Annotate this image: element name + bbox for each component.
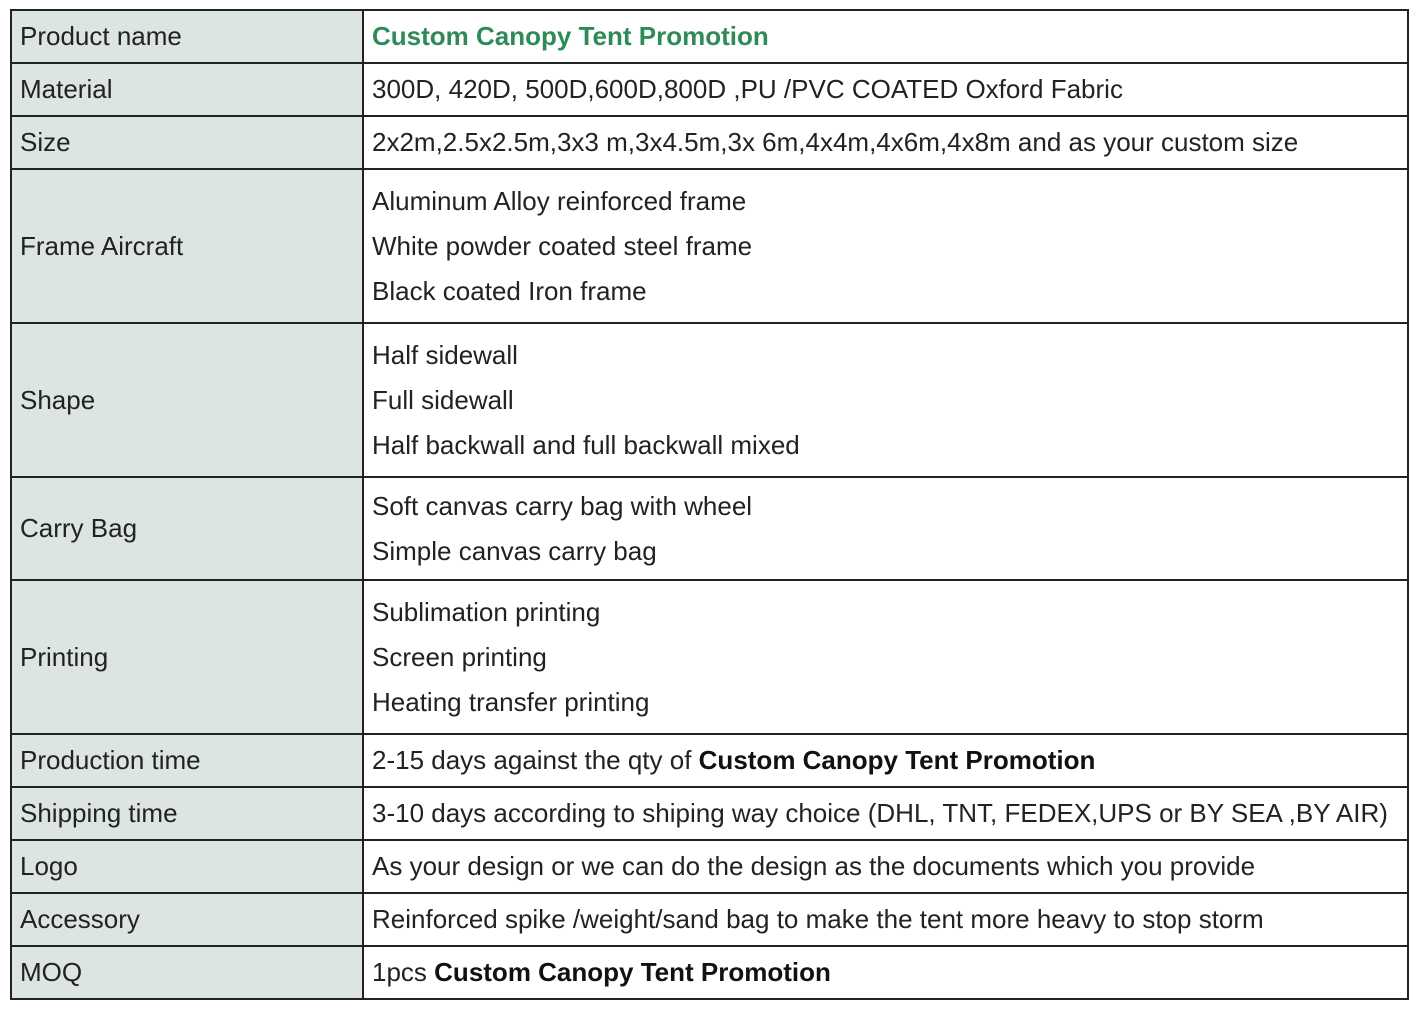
row-value	[363, 477, 1408, 580]
row-value	[363, 580, 1408, 734]
row-value: 300D, 420D, 500D,600D,800D ,PU /PVC COATED Oxford Fabric	[363, 63, 1408, 116]
row-value: Reinforced spike /weight/sand bag to make the tent more heavy to stop storm	[363, 893, 1408, 946]
value-line: Half backwall and full backwall mixed	[372, 429, 800, 460]
table-row	[11, 734, 1408, 787]
row-label: Size	[11, 116, 363, 169]
row-label: Accessory	[11, 893, 363, 946]
value-line: Full sidewall	[372, 384, 514, 415]
row-value: As your design or we can do the design as the documents which you provide	[363, 840, 1408, 893]
table-row	[11, 63, 1408, 116]
row-value: 2x2m,2.5x2.5m,3x3 m,3x4.5m,3x 6m,4x4m,4x6m,4x8m and as your custom size	[363, 116, 1408, 169]
value-line: Soft canvas carry bag with wheel	[372, 490, 753, 521]
value-text: 2-15 days against the qty of	[372, 745, 699, 775]
row-value	[363, 169, 1408, 323]
table-row	[11, 10, 1408, 63]
value-line: Aluminum Alloy reinforced frame	[372, 185, 747, 216]
row-label: Printing	[11, 580, 363, 734]
product-name-emphasis: Custom Canopy Tent Promotion	[698, 745, 1096, 775]
table-row	[11, 946, 1408, 999]
row-label: MOQ	[11, 946, 363, 999]
table-row	[11, 323, 1408, 477]
table-row	[11, 787, 1408, 840]
value-line: Heating transfer printing	[372, 686, 650, 717]
row-label: Material	[11, 63, 363, 116]
row-label: Shipping time	[11, 787, 363, 840]
table-row	[11, 169, 1408, 323]
table-row	[11, 116, 1408, 169]
value-text: 1pcs	[372, 957, 435, 987]
row-label: Logo	[11, 840, 363, 893]
table-row	[11, 840, 1408, 893]
row-label: Product name	[11, 10, 363, 63]
row-value: 3-10 days according to shiping way choice (DHL, TNT, FEDEX,UPS or BY SEA ,BY AIR)	[363, 787, 1408, 840]
row-value	[363, 734, 1408, 787]
row-label: Shape	[11, 323, 363, 477]
product-name-emphasis: Custom Canopy Tent Promotion	[434, 957, 831, 987]
row-label: Production time	[11, 734, 363, 787]
value-line: Simple canvas carry bag	[372, 535, 657, 566]
row-label: Carry Bag	[11, 477, 363, 580]
row-label: Frame Aircraft	[11, 169, 363, 323]
table-row	[11, 893, 1408, 946]
value-line: Screen printing	[372, 641, 547, 672]
row-value	[363, 946, 1408, 999]
table-row	[11, 580, 1408, 734]
product-name-value: Custom Canopy Tent Promotion	[372, 21, 769, 51]
table-row	[11, 477, 1408, 580]
value-line: White powder coated steel frame	[372, 230, 753, 261]
value-line: Half sidewall	[372, 339, 518, 370]
value-line: Black coated Iron frame	[372, 275, 647, 306]
value-line: Sublimation printing	[372, 596, 601, 627]
row-value	[363, 10, 1408, 63]
row-value	[363, 323, 1408, 477]
product-spec-table	[10, 9, 1409, 1000]
